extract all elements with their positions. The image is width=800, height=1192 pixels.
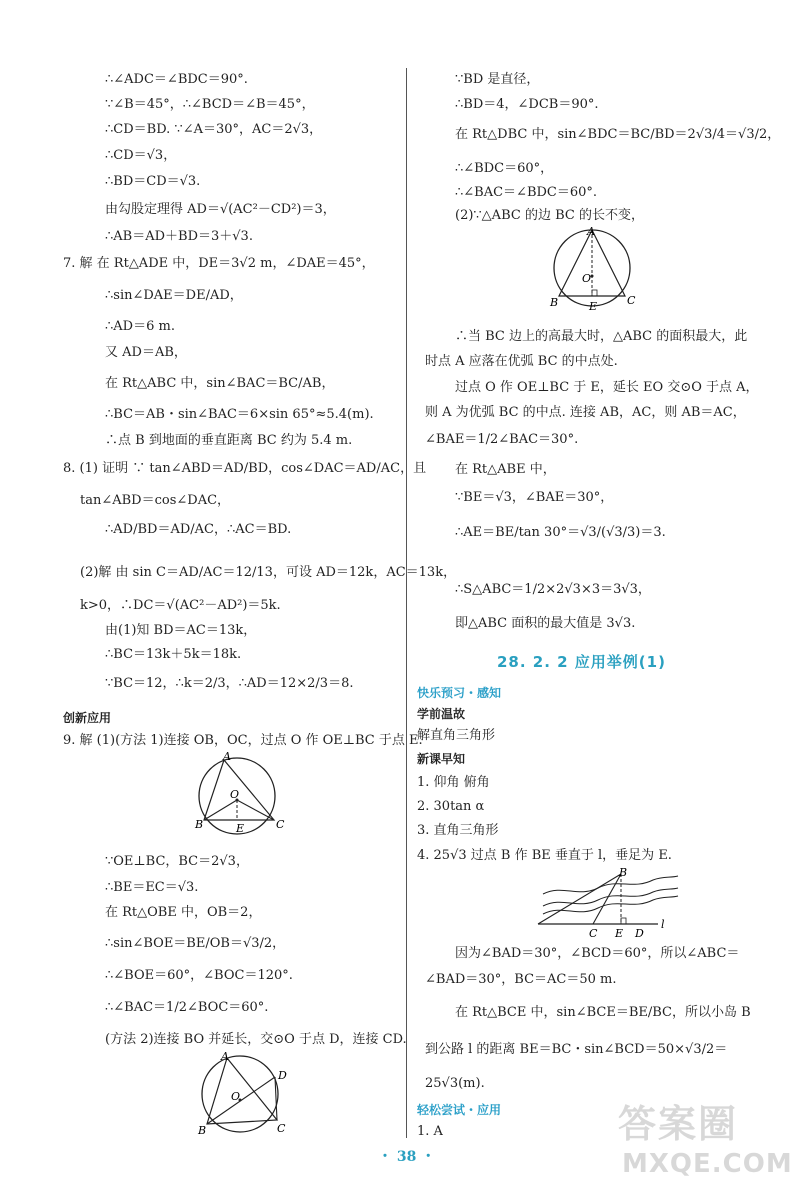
text-line: 4. 25√3 过点 B 作 BE 垂直于 l，垂足为 E. [417, 848, 672, 863]
text-line: 25√3(m). [425, 1076, 485, 1091]
label-E: E [615, 927, 624, 940]
text-line: ∴AD/BD＝AD/AC，∴AC＝BD. [105, 522, 292, 537]
watermark-url: MXQE.COM [622, 1149, 793, 1179]
label-A: A [587, 225, 595, 238]
text-line: ∴BC＝13k＋5k＝18k. [105, 647, 242, 662]
text-line: 在 Rt△BCE 中，sin∠BCE＝BE/BC，所以小岛 B [455, 1005, 751, 1020]
text-line: tan∠ABD＝cos∠DAC， [80, 493, 231, 508]
text-line: ∠BAD＝30°，BC＝AC＝50 m. [425, 972, 617, 987]
label-B: B [550, 296, 559, 309]
page-number: ・ 38 ・ [378, 1149, 436, 1165]
text-line: 在 Rt△ABE 中， [455, 462, 556, 477]
text-line: 又 AD＝AB， [105, 345, 187, 360]
text-line: ∵∠B＝45°，∴∠BCD＝∠B＝45°， [105, 97, 315, 112]
label-C: C [589, 927, 598, 940]
text-line: ∴BE＝EC＝√3. [105, 880, 199, 895]
text-line: ∴BC＝AB・sin∠BAC＝6×sin 65°≈5.4(m). [105, 407, 374, 422]
text-line: ∴CD＝√3， [105, 148, 177, 163]
text-line: ∵BC＝12，∴k＝2/3，∴AD＝12×2/3＝8. [105, 676, 354, 691]
text-line: 由(1)知 BD＝AC＝13k， [105, 623, 257, 638]
label-C: C [276, 818, 285, 831]
problem-7: 7. 解 在 Rt△ADE 中，DE＝3√2 m，∠DAE＝45°， [63, 256, 375, 271]
text-line: 由勾股定理得 AD＝√(AC²－CD²)＝3， [105, 202, 336, 217]
text-line: ∴BD＝4，∠DCB＝90°. [455, 97, 599, 112]
label-C: C [627, 294, 636, 307]
text-line: ∴S△ABC＝1/2×2√3×3＝3√3， [455, 582, 651, 597]
label-B: B [195, 818, 204, 831]
subsection-label: 轻松尝试・应用 [417, 1103, 502, 1117]
label-A: A [221, 1050, 229, 1063]
text-line: 过点 O 作 OE⊥BC 于 E，延长 EO 交⊙O 于点 A， [455, 380, 759, 395]
text-line: ∴sin∠BOE＝BE/OB＝√3/2， [105, 936, 286, 951]
circle-figure-1 [190, 752, 290, 838]
text-line: ∴∠BOE＝60°，∠BOC＝120°. [105, 968, 293, 983]
text-line: 1. 仰角 俯角 [417, 775, 490, 790]
text-line: 到公路 l 的距离 BE＝BC・sin∠BCD＝50×√3/2＝ [425, 1042, 728, 1057]
text-line: (方法 2)连接 BO 并延长，交⊙O 于点 D，连接 CD. [105, 1032, 407, 1047]
text-line: 解直角三角形 [417, 728, 496, 743]
text-line: ∴CD＝BD. ∵∠A＝30°，AC＝2√3， [105, 122, 323, 137]
label-l: l [661, 918, 665, 931]
text-line: ∴AE＝BE/tan 30°＝√3/(√3/3)＝3. [455, 525, 666, 540]
text-line: 2. 30tan α [417, 799, 485, 814]
text-line: ∵OE⊥BC，BC＝2√3， [105, 854, 249, 869]
text-line: ∴AB＝AD＋BD＝3＋√3. [105, 229, 253, 244]
text-line: ∴AD＝6 m. [105, 319, 175, 334]
text-line: ∴BD＝CD＝√3. [105, 174, 201, 189]
section-heading: 新课早知 [417, 752, 466, 766]
section-heading: 学前温故 [417, 707, 466, 721]
text-line: 时点 A 应落在优弧 BC 的中点处. [425, 354, 618, 369]
label-B: B [198, 1124, 207, 1137]
label-E: E [236, 822, 245, 835]
label-O: O [231, 1090, 241, 1103]
problem-8: 8. (1) 证明 ∵ tan∠ABD＝AD/BD，cos∠DAC＝AD/AC，且 [63, 461, 427, 476]
text-line: 即△ABC 面积的最大值是 3√3. [455, 616, 636, 631]
text-line: 在 Rt△ABC 中，sin∠BAC＝BC/AB， [105, 376, 335, 391]
text-line: ∴当 BC 边上的高最大时，△ABC 的面积最大，此 [455, 329, 748, 344]
text-line: 则 A 为优弧 BC 的中点. 连接 AB，AC，则 AB＝AC， [425, 405, 746, 420]
text-line: ∴∠ADC＝∠BDC＝90°. [105, 72, 248, 87]
label-E: E [589, 300, 598, 313]
text-line: (2)解 由 sin C＝AD/AC＝12/13，可设 AD＝12k，AC＝13k， [80, 565, 457, 580]
text-line: ∵BD 是直径， [455, 72, 540, 87]
subsection-label: 快乐预习・感知 [417, 686, 502, 700]
label-O: O [230, 788, 240, 801]
section-heading: 创新应用 [63, 711, 112, 725]
column-divider [406, 68, 407, 1138]
label-D: D [635, 927, 644, 940]
text-line: (2)∵△ABC 的边 BC 的长不变， [455, 208, 644, 223]
text-line: ∠BAE＝1/2∠BAC＝30°. [425, 432, 579, 447]
text-line: ∴点 B 到地面的垂直距离 BC 约为 5.4 m. [105, 433, 353, 448]
text-line: ∴∠BAC＝1/2∠BOC＝60°. [105, 1000, 269, 1015]
label-O: O [582, 272, 592, 285]
circle-figure-2 [193, 1050, 293, 1138]
text-line: 在 Rt△OBE 中，OB＝2， [105, 905, 262, 920]
section-title: 28. 2. 2 应用举例(1) [497, 653, 666, 671]
label-B: B [619, 866, 628, 879]
text-line: k>0，∴DC＝√(AC²－AD²)＝5k. [80, 598, 281, 613]
island-figure [533, 866, 683, 942]
text-line: ∴∠BAC＝∠BDC＝60°. [455, 185, 598, 200]
watermark-text: 答案圈 [618, 1102, 739, 1146]
text-line: ∴∠BDC＝60°， [455, 161, 554, 176]
label-C: C [277, 1122, 286, 1135]
text-line: ∴sin∠DAE＝DE/AD， [105, 288, 243, 303]
text-line: 1. A [417, 1124, 443, 1139]
text-line: 因为∠BAD＝30°，∠BCD＝60°，所以∠ABC＝ [455, 946, 740, 961]
circle-figure-3 [545, 224, 645, 316]
watermark-logo [610, 1085, 795, 1190]
text-line: ∵BE＝√3，∠BAE＝30°， [455, 490, 614, 505]
problem-9: 9. 解 (1)(方法 1)连接 OB，OC，过点 O 作 OE⊥BC 于点 E. [63, 733, 423, 748]
text-line: 在 Rt△DBC 中，sin∠BDC＝BC/BD＝2√3/4＝√3/2， [455, 127, 781, 142]
text-line: 3. 直角三角形 [417, 823, 499, 838]
label-D: D [278, 1069, 287, 1082]
label-A: A [223, 752, 231, 763]
